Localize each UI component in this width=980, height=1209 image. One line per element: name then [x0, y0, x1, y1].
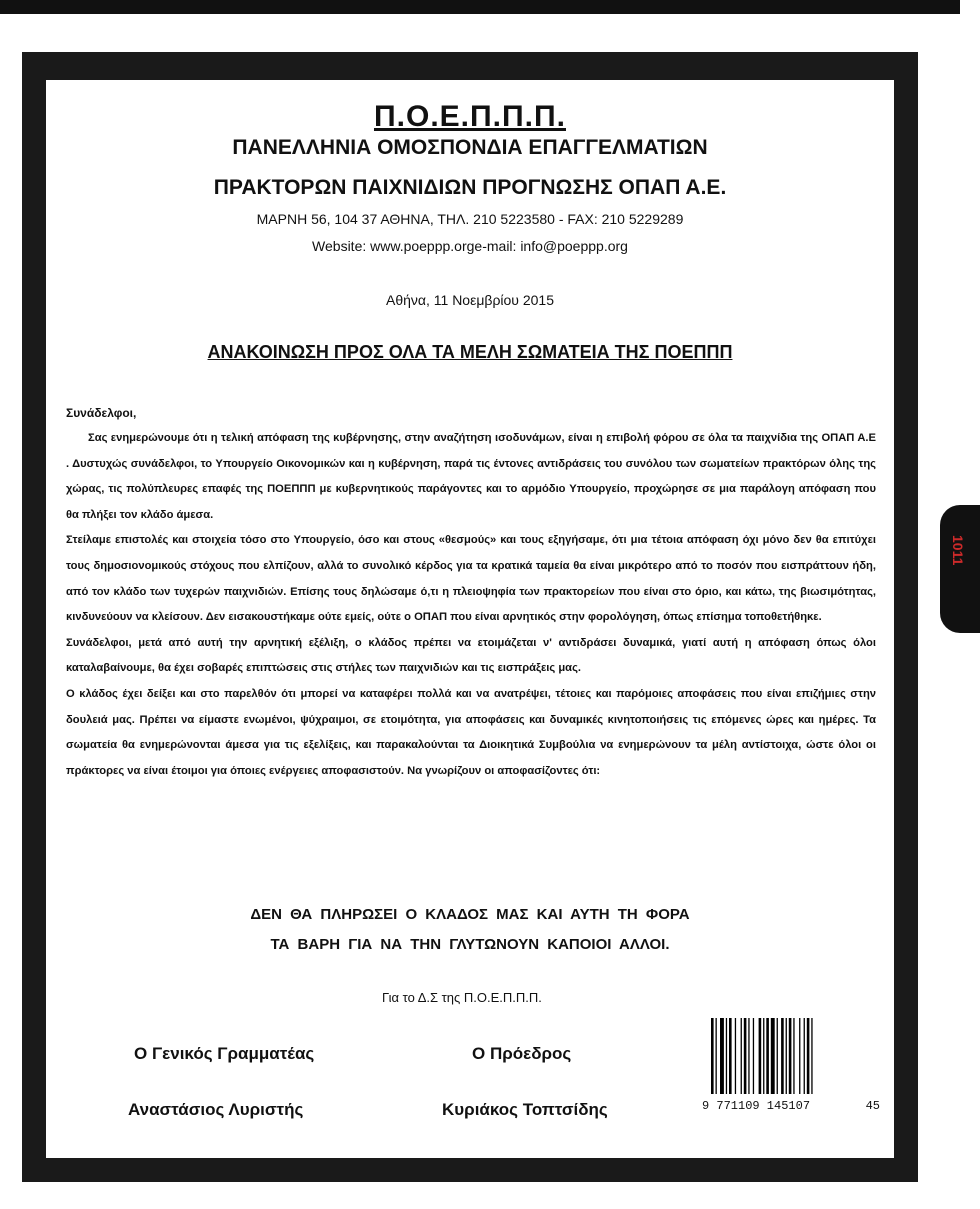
address-line: ΜΑΡΝΗ 56, 104 37 ΑΘΗΝΑ, ΤΗΛ. 210 5223580 - FAX: 210 5229289 — [256, 211, 684, 227]
declaration-line2: ΤΑ ΒΑΡΗ ΓΙΑ ΝΑ ΤΗΝ ΓΛΥΤΩΝΟΥΝ ΚΑΠΟΙΟΙ ΑΛΛΟΙ. — [270, 936, 670, 953]
for-board-line: Για το Δ.Σ της Π.Ο.Ε.Π.Π.Π. — [382, 990, 542, 1005]
declaration-line1: ΔΕΝ ΘΑ ΠΛΗΡΩΣΕΙ Ο ΚΛΑΔΟΣ ΜΑΣ ΚΑΙ ΑΥΤΗ ΤΗ ΦΟΡΑ — [250, 906, 690, 923]
greeting: Συνάδελφοι, — [66, 406, 137, 420]
barcode-main-number: 9 771109 145107 — [702, 1099, 811, 1113]
paragraph-2: Στείλαμε επιστολές και στοιχεία τόσο στο Υπουργείο, όσο και στους «θεσμούς» και τους εξηγήσαμε, ότι μια τέτοια απόφαση όχι μόνο δεν θα επιτύχει τους δημοσιονομικούς στόχους που ελπίζουν, αλλά το συνολικό κέρδος για τα κρατικά ταμεία θα είναι μικρότερο από το ποσόν που εισπράττουν ήδη, από τον κλάδο των τυχερών παιχνιδιών. Επίσης τους δηλώσαμε ό,τι η πλειοψηφία των πρακτορείων που είναι στο όριο, και κάτω, της βιωσιμότητας, κινδυνεύουν να κλείσουν. Δεν εισακουστήκαμε ούτε εμείς, ούτε ο ΟΠΑΠ που είναι αρνητικός στην φορολόγηση, όπως επίσημα τοποθετήθηκε. — [66, 534, 876, 624]
announcement-page — [46, 80, 894, 1158]
website-line: Website: www.poeppp.orge-mail: info@poeppp.org — [312, 238, 628, 254]
paragraph-3: Συνάδελφοι, μετά από αυτή την αρνητική εξέλιξη, ο κλάδος πρέπει να ετοιμάζεται ν' αντιδράσει δυναμικά, γιατί αυτή η απόφαση όπως όλοι καταλαβαίνουμε, θα έχει σοβαρές επιπτώσεις στις στήλες των παιχνιδιών και τις εισπράξεις μας. — [66, 636, 876, 675]
president-role: Ο Πρόεδρος — [472, 1044, 572, 1063]
federation-name-line1: ΠΑΝΕΛΛΗΝΙΑ ΟΜΟΣΠΟΝΔΙΑ ΕΠΑΓΓΕΛΜΑΤΙΩΝ — [232, 136, 708, 159]
announcement-heading: ΑΝΑΚΟΙΝΩΣΗ ΠΡΟΣ ΟΛΑ ΤΑ ΜΕΛΗ ΣΩΜΑΤΕΙΑ ΤΗΣ ΠΟΕΠΠΠ — [207, 342, 733, 362]
top-edge-bar — [0, 0, 960, 14]
federation-abbreviation: Π.Ο.Ε.Π.Π.Π. — [373, 100, 566, 133]
secretary-role: Ο Γενικός Γραμματέας — [134, 1044, 315, 1063]
barcode-addon-number: 45 — [865, 1099, 880, 1113]
federation-name-line2: ΠΡΑΚΤΟΡΩΝ ΠΑΙΧΝΙΔΙΩΝ ΠΡΟΓΝΩΣΗΣ ΟΠΑΠ Α.Ε. — [213, 176, 727, 199]
announcement-body — [66, 426, 876, 784]
side-page-tab — [940, 505, 980, 633]
barcode-image — [711, 1018, 876, 1094]
date-line: Αθήνα, 11 Νοεμβρίου 2015 — [385, 292, 554, 308]
paragraph-4: Ο κλάδος έχει δείξει και στο παρελθόν ότι μπορεί να καταφέρει πολλά και να ανατρέψει, τέτοιες και παρόμοιες αποφάσεις που είναι επιζήμιες στην δουλειά μας. Πρέπει να είμαστε ενωμένοι, ψύχραιμοι, σε ετοιμότητα, για αποφάσεις και δυναμικές κινητοποιήσεις τις επόμενες ώρες και ημέρες. Τα σωματεία θα ενημερώνονται άμεσα για τις εξελίξεις, και παρακαλούνται τα Διοικητικά Συμβούλια να ενημερώνουν τα μέλη αντίστοιχα, ώστε όλοι οι πράκτορες να είναι έτοιμοι για όποιες ενέργειες αποφασιστούν. Να γνωρίζουν οι αποφασίζοντες ότι: — [66, 687, 876, 777]
paragraph-1: Σας ενημερώνουμε ότι η τελική απόφαση της κυβέρνησης, στην αναζήτηση ισοδυνάμων, είναι η επιβολή φόρου σε όλα τα παιχνίδια της ΟΠΑΠ Α.Ε . Δυστυχώς συνάδελφοι, το Υπουργείο Οικονομικών και η κυβέρνηση, παρά τις έντονες αντιδράσεις του συνόλου των σωματείων πρακτόρων όλης της χώρας, τις πολύπλευρες επαφές της ΠΟΕΠΠΠ με κυβερνητικούς παράγοντες και το αρμόδιο Υπουργείο, προχώρησε σε μια παράλογη απόφαση που θα πλήξει τον κλάδο άμεσα. — [66, 432, 876, 521]
barcode-number — [702, 1099, 880, 1113]
president-name: Κυριάκος Τοπτσίδης — [442, 1100, 608, 1119]
side-page-tab-number: 1011 — [950, 535, 966, 566]
secretary-name: Αναστάσιος Λυριστής — [128, 1100, 304, 1119]
